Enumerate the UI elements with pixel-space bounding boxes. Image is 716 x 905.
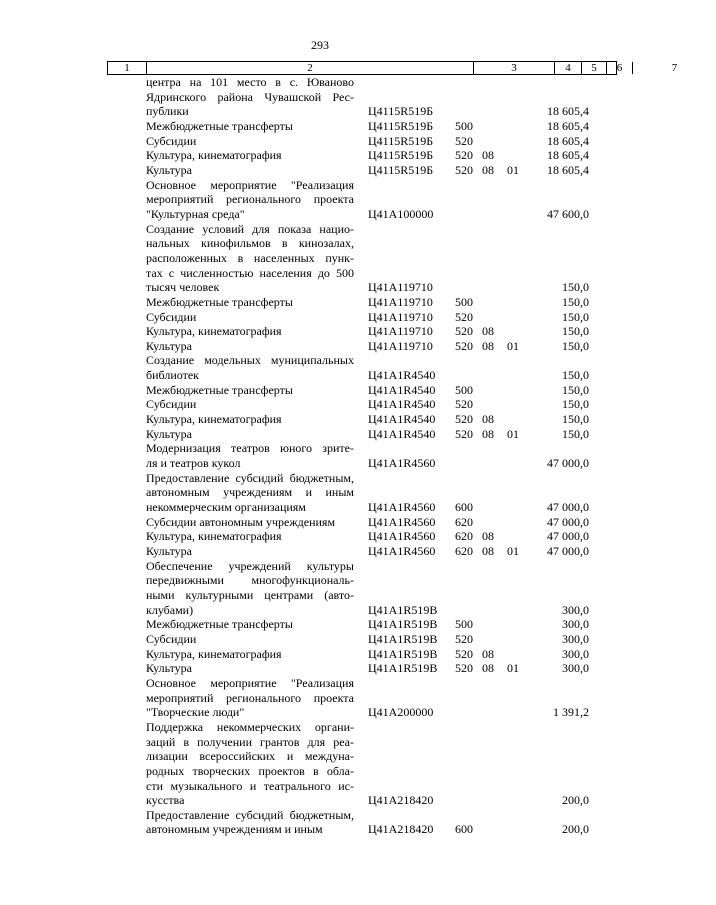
amount: 300,0 bbox=[562, 602, 589, 617]
budget-code: Ц41А200000 bbox=[368, 705, 434, 720]
table-row bbox=[0, 617, 640, 632]
budget-code: Ц41А1R4540 bbox=[368, 397, 436, 412]
budget-code: Ц4115R519Б bbox=[368, 148, 434, 163]
header-col-4: 4 bbox=[565, 62, 571, 74]
budget-code: Ц41А1R4560 bbox=[368, 500, 436, 515]
description-line: Предоставление субсидий бюджетным, bbox=[146, 807, 354, 822]
description-line: Культура bbox=[146, 426, 192, 441]
table-row bbox=[0, 471, 640, 515]
section: 08 bbox=[482, 324, 494, 339]
table-row bbox=[0, 412, 640, 427]
table-row bbox=[0, 339, 640, 354]
expense-type: 520 bbox=[455, 148, 473, 163]
table-row bbox=[0, 353, 640, 382]
row-description bbox=[146, 163, 354, 178]
description-line: Субсидии bbox=[146, 397, 197, 412]
amount: 150,0 bbox=[562, 338, 589, 353]
section: 08 bbox=[482, 338, 494, 353]
description-line: Создание условий для показа нацио- bbox=[146, 221, 354, 236]
row-description bbox=[146, 559, 354, 618]
section: 08 bbox=[482, 661, 494, 676]
table-row bbox=[0, 647, 640, 662]
description-line: лизации всероссийских и междуна- bbox=[146, 749, 354, 764]
description-line: Субсидии bbox=[146, 309, 197, 324]
table-row bbox=[0, 75, 640, 119]
description-line: ля и театров кукол bbox=[146, 456, 241, 471]
budget-code: Ц41А119710 bbox=[368, 309, 433, 324]
description-line: нальных кинофильмов в кинозалах, bbox=[146, 236, 354, 251]
amount: 150,0 bbox=[562, 368, 589, 383]
amount: 18 605,4 bbox=[547, 133, 589, 148]
expense-type: 620 bbox=[455, 544, 473, 558]
description-line: Субсидии bbox=[146, 631, 197, 646]
table-row bbox=[0, 676, 640, 720]
expense-type: 520 bbox=[455, 631, 473, 646]
row-description bbox=[146, 178, 354, 222]
row-description bbox=[146, 427, 354, 442]
expense-type: 620 bbox=[455, 529, 473, 544]
expense-type: 520 bbox=[455, 412, 473, 427]
amount: 18 605,4 bbox=[547, 148, 589, 163]
amount: 18 605,4 bbox=[547, 162, 589, 177]
description-line: кусства bbox=[146, 793, 185, 808]
description-line: ными культурными центрами (авто- bbox=[146, 587, 354, 602]
description-line: Основное мероприятие "Реализация bbox=[146, 177, 354, 192]
description-line: Модернизация театров юного зрите- bbox=[146, 441, 354, 456]
expense-type: 520 bbox=[455, 309, 473, 324]
description-line: библиотек bbox=[146, 368, 199, 383]
description-line: тах с численностью населения до 500 bbox=[146, 265, 354, 280]
row-description bbox=[146, 471, 354, 515]
description-line: расположенных в населенных пунк- bbox=[146, 250, 354, 265]
description-line: Ядринского района Чувашской Рес- bbox=[146, 89, 354, 104]
section: 08 bbox=[482, 544, 494, 558]
amount: 47 000,0 bbox=[547, 514, 589, 529]
table-row bbox=[0, 119, 640, 134]
row-description bbox=[146, 529, 354, 544]
row-description bbox=[146, 515, 354, 530]
budget-code: Ц41А1R4560 bbox=[368, 529, 436, 544]
row-description bbox=[146, 544, 354, 559]
description-line: тысяч человек bbox=[146, 280, 220, 295]
budget-code: Ц41А1R519В bbox=[368, 646, 438, 661]
row-description bbox=[146, 397, 354, 412]
budget-code: Ц4115R519Б bbox=[368, 133, 434, 148]
description-line: мероприятий регионального проекта bbox=[146, 690, 354, 705]
budget-code: Ц41А119710 bbox=[368, 280, 433, 295]
budget-code: Ц41А1R519В bbox=[368, 661, 438, 676]
description-line: автономным учреждениям и иным bbox=[146, 822, 323, 837]
table-row bbox=[0, 632, 640, 647]
amount: 300,0 bbox=[562, 661, 589, 676]
header-col-2: 2 bbox=[307, 62, 313, 74]
description-line: родных творческих проектов в обла- bbox=[146, 763, 354, 778]
amount: 200,0 bbox=[562, 822, 589, 837]
table-row bbox=[0, 310, 640, 325]
header-col-5: 5 bbox=[591, 62, 597, 74]
budget-code: Ц41А1R4540 bbox=[368, 382, 436, 397]
row-description bbox=[146, 75, 354, 119]
budget-code: Ц4115R519Б bbox=[368, 118, 434, 133]
table-row bbox=[0, 134, 640, 149]
expense-type: 520 bbox=[455, 338, 473, 353]
description-line: Культура, кинематография bbox=[146, 412, 282, 427]
expense-type: 600 bbox=[455, 500, 473, 515]
budget-code: Ц41А1R4560 bbox=[368, 514, 436, 529]
amount: 150,0 bbox=[562, 412, 589, 427]
budget-code: Ц41А1R4540 bbox=[368, 368, 436, 383]
expense-type: 500 bbox=[455, 382, 473, 397]
budget-code: Ц41А119710 bbox=[368, 294, 433, 309]
description-line: некоммерческим организациям bbox=[146, 500, 306, 515]
amount: 47 600,0 bbox=[547, 206, 589, 221]
amount: 150,0 bbox=[562, 280, 589, 295]
expense-type: 520 bbox=[455, 324, 473, 339]
subsection: 01 bbox=[507, 426, 519, 441]
row-description bbox=[146, 119, 354, 134]
amount: 47 000,0 bbox=[547, 544, 589, 558]
description-line: Субсидии автономным учреждениям bbox=[146, 514, 336, 529]
row-description bbox=[146, 720, 354, 808]
description-line: заций в получении грантов для реа- bbox=[146, 734, 354, 749]
row-description bbox=[146, 222, 354, 295]
expense-type: 520 bbox=[455, 646, 473, 661]
expense-type: 600 bbox=[455, 822, 473, 837]
row-description bbox=[146, 676, 354, 720]
expense-type: 500 bbox=[455, 118, 473, 133]
expense-type: 520 bbox=[455, 162, 473, 177]
section: 08 bbox=[482, 426, 494, 441]
amount: 150,0 bbox=[562, 397, 589, 412]
budget-code: Ц41А1R519В bbox=[368, 617, 438, 632]
table-row bbox=[0, 222, 640, 295]
subsection: 01 bbox=[507, 338, 519, 353]
description-line: мероприятий регионального проекта bbox=[146, 192, 354, 207]
description-line: Культура bbox=[146, 162, 192, 177]
budget-code: Ц41А218420 bbox=[368, 822, 434, 837]
row-description bbox=[146, 808, 354, 837]
description-line: публики bbox=[146, 104, 189, 119]
description-line: Межбюджетные трансферты bbox=[146, 118, 293, 133]
row-description bbox=[146, 310, 354, 325]
description-line: Межбюджетные трансферты bbox=[146, 382, 293, 397]
budget-code: Ц41А1R4540 bbox=[368, 426, 436, 441]
budget-code: Ц41А119710 bbox=[368, 324, 433, 339]
description-line: передвижными многофункциональ- bbox=[146, 573, 354, 588]
budget-code: Ц41А218420 bbox=[368, 793, 434, 808]
table-row bbox=[0, 661, 640, 676]
section: 08 bbox=[482, 148, 494, 163]
expense-type: 620 bbox=[455, 514, 473, 529]
amount: 300,0 bbox=[562, 631, 589, 646]
row-description bbox=[146, 617, 354, 632]
expense-type: 520 bbox=[455, 661, 473, 676]
budget-code: Ц41А1R519В bbox=[368, 602, 438, 617]
row-description bbox=[146, 661, 354, 676]
budget-code: Ц41А100000 bbox=[368, 206, 434, 221]
amount: 150,0 bbox=[562, 426, 589, 441]
description-line: Межбюджетные трансферты bbox=[146, 294, 293, 309]
description-line: Создание модельных муниципальных bbox=[146, 353, 354, 368]
table-row bbox=[0, 529, 640, 544]
row-description bbox=[146, 339, 354, 354]
amount: 150,0 bbox=[562, 309, 589, 324]
amount: 47 000,0 bbox=[547, 500, 589, 515]
expense-type: 520 bbox=[455, 426, 473, 441]
row-description bbox=[146, 383, 354, 398]
budget-code: Ц41А1R4560 bbox=[368, 544, 436, 558]
table-row bbox=[0, 178, 640, 222]
table-header bbox=[107, 61, 678, 75]
description-line: клубами) bbox=[146, 602, 194, 617]
table-row bbox=[0, 544, 640, 559]
description-line: Субсидии bbox=[146, 133, 197, 148]
amount: 300,0 bbox=[562, 617, 589, 632]
description-line: автономным учреждениям и иным bbox=[146, 485, 354, 500]
amount: 1 391,2 bbox=[553, 705, 589, 720]
amount: 150,0 bbox=[562, 324, 589, 339]
description-line: центра на 101 место в с. Юваново bbox=[146, 75, 354, 89]
description-line: Культура, кинематография bbox=[146, 529, 282, 544]
row-description bbox=[146, 632, 354, 647]
row-description bbox=[146, 134, 354, 149]
budget-code: Ц41А1R4560 bbox=[368, 456, 436, 471]
subsection: 01 bbox=[507, 661, 519, 676]
amount: 47 000,0 bbox=[547, 456, 589, 471]
amount: 18 605,4 bbox=[547, 118, 589, 133]
subsection: 01 bbox=[507, 544, 519, 558]
subsection: 01 bbox=[507, 162, 519, 177]
description-line: Основное мероприятие "Реализация bbox=[146, 675, 354, 690]
section: 08 bbox=[482, 162, 494, 177]
description-line: Культура, кинематография bbox=[146, 646, 282, 661]
expense-type: 500 bbox=[455, 617, 473, 632]
row-description bbox=[146, 647, 354, 662]
row-description bbox=[146, 148, 354, 163]
budget-code: Ц41А119710 bbox=[368, 338, 433, 353]
description-line: Межбюджетные трансферты bbox=[146, 617, 293, 632]
row-description bbox=[146, 324, 354, 339]
table-row bbox=[0, 720, 640, 808]
table-row bbox=[0, 427, 640, 442]
description-line: Культура, кинематография bbox=[146, 324, 282, 339]
section: 08 bbox=[482, 646, 494, 661]
budget-code: Ц41А1R519В bbox=[368, 631, 438, 646]
header-col-3: 3 bbox=[511, 62, 517, 74]
description-line: "Творческие люди" bbox=[146, 705, 245, 720]
description-line: Обеспечение учреждений культуры bbox=[146, 558, 354, 573]
row-description bbox=[146, 295, 354, 310]
table-row bbox=[0, 441, 640, 470]
description-line: "Культурная среда" bbox=[146, 206, 245, 221]
budget-table-body bbox=[0, 75, 640, 837]
row-description bbox=[146, 353, 354, 382]
table-row bbox=[0, 383, 640, 398]
page-number: 293 bbox=[311, 38, 329, 52]
amount: 18 605,4 bbox=[547, 104, 589, 119]
description-line: Предоставление субсидий бюджетным, bbox=[146, 470, 354, 485]
description-line: Культура bbox=[146, 338, 192, 353]
header-col-6: 6 bbox=[616, 62, 623, 74]
table-row bbox=[0, 397, 640, 412]
description-line: Поддержка некоммерческих органи- bbox=[146, 719, 354, 734]
section: 08 bbox=[482, 412, 494, 427]
header-col-1: 1 bbox=[124, 62, 130, 74]
expense-type: 520 bbox=[455, 133, 473, 148]
description-line: Культура bbox=[146, 544, 192, 558]
table-row bbox=[0, 295, 640, 310]
table-row bbox=[0, 148, 640, 163]
budget-code: Ц4115R519Б bbox=[368, 162, 434, 177]
header-col-7: 7 bbox=[671, 62, 678, 74]
amount: 300,0 bbox=[562, 646, 589, 661]
table-row bbox=[0, 163, 640, 178]
section: 08 bbox=[482, 529, 494, 544]
amount: 150,0 bbox=[562, 382, 589, 397]
amount: 200,0 bbox=[562, 793, 589, 808]
description-line: Культура bbox=[146, 661, 192, 676]
expense-type: 500 bbox=[455, 294, 473, 309]
table-row bbox=[0, 324, 640, 339]
budget-code: Ц4115R519Б bbox=[368, 104, 434, 119]
table-row bbox=[0, 808, 640, 837]
budget-code: Ц41А1R4540 bbox=[368, 412, 436, 427]
description-line: сти музыкального и театрального ис- bbox=[146, 778, 354, 793]
amount: 47 000,0 bbox=[547, 529, 589, 544]
row-description bbox=[146, 412, 354, 427]
description-line: Культура, кинематография bbox=[146, 148, 282, 163]
amount: 150,0 bbox=[562, 294, 589, 309]
expense-type: 520 bbox=[455, 397, 473, 412]
table-row bbox=[0, 515, 640, 530]
table-row bbox=[0, 559, 640, 618]
row-description bbox=[146, 441, 354, 470]
